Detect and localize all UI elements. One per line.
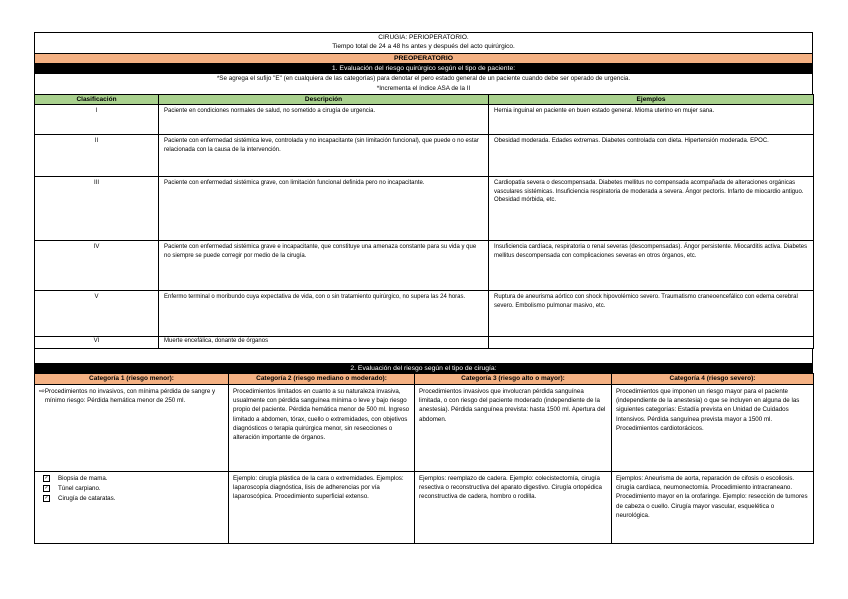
section-gap (34, 349, 813, 363)
category-header-row (35, 373, 814, 384)
asa-classification-table (34, 94, 814, 349)
row-examples: Cardiopatía severa o descompensada. Diabetes mellitus no compensada acompañada de alteraciones orgánicas vasculares sistémicas. Insuficiencia respiratoria de moderada a severa. Ángor pectoris. Infarto de miocardio antiguo. Obesidad mórbida, etc. (489, 176, 814, 240)
category-4-examples: Ejemplos: Aneurisma de aorta, reparación de cifosis o escoliosis. cirugía cardíaca, neumonectomía. Procedimiento intracraneano. Procedimiento mayor en la orofaringe. Ejemplo: resección de tumores de cabeza o cuello. Cirugía mayor vascular, esquelética o neurológica. (612, 471, 814, 543)
section2-heading: 2. Evaluación del riesgo según el tipo de cirugía: (34, 363, 813, 373)
row-class: VI (35, 336, 159, 348)
document-subtitle: Tiempo total de 24 a 48 hs antes y después del acto quirúrgico. (34, 43, 813, 53)
category-2-header: Categoría 2 (riesgo mediano o moderado): (229, 373, 415, 384)
row-description: Enfermo terminal o moribundo cuya expectativa de vida, con o sin tratamiento quirúrgico, no supera las 24 horas. (159, 290, 489, 336)
category-3-description: Procedimientos invasivos que involucran pérdida sanguínea limitada, o con riesgo del paciente moderado (independiente de la anestesia). Pérdida sanguínea prevista: hasta 1500 ml. Apertura del abdomen. (415, 384, 612, 471)
row-class: IV (35, 240, 159, 290)
section1-heading: 1. Evaluación del riesgo quirúrgico según el tipo de paciente: (34, 63, 813, 73)
category-4-description: Procedimientos que imponen un riesgo mayor para el paciente (independiente de la anestesia) o que se incluyen en alguna de las siguientes categorías: Estadía prevista en Unidad de Cuidados Intensivos. Pérdida sanguínea prevista mayor a 1500 ml. Procedimientos cardiotorácicos. (612, 384, 814, 471)
section1-note-asa: *Incrementa el índice ASA de la II (34, 84, 813, 94)
row-examples: Obesidad moderada. Edades extremas. Diabetes controlada con dieta. Hipertensión moderada. EPOC. (489, 134, 814, 176)
table-row (35, 290, 814, 336)
column-header-ejemplos: Ejemplos (489, 94, 814, 104)
table-row (35, 104, 814, 134)
category-examples-row (35, 471, 814, 543)
row-examples: Insuficiencia cardíaca, respiratoria o renal severas (descompensadas). Ángor persistente. Miocarditis activa. Diabetes mellitus descompensada con complicaciones severas en otros órganos, etc. (489, 240, 814, 290)
row-examples (489, 336, 814, 348)
category-2-description: Procedimientos limitados en cuanto a su naturaleza invasiva, usualmente con pérdida sanguínea mínima o leve y bajo riesgo propio del paciente. Pérdida hemática menor de 500 ml. Ingreso limitado a abdomen, tórax, cuello o extremidades, con objetivos diagnósticos o terapia quirúrgica menor, sin resecciones o alteración importante de órganos. (229, 384, 415, 471)
checkbox-icon: ✓ (44, 474, 49, 481)
row-class: III (35, 176, 159, 240)
row-description: Paciente en condiciones normales de salud, no sometido a cirugía de urgencia. (159, 104, 489, 134)
section-label-preoperatorio: PREOPERATORIO (34, 53, 813, 63)
example-text: Cirugía de cataratas. (58, 495, 116, 503)
list-item (43, 494, 224, 503)
list-item (43, 484, 224, 493)
row-class: I (35, 104, 159, 134)
table-row (35, 176, 814, 240)
category-3-header: Categoría 3 (riesgo alto o mayor): (415, 373, 612, 384)
table-header-row (35, 94, 814, 104)
table-row (35, 336, 814, 348)
checkbox-icon: ✓ (44, 485, 49, 492)
category-4-header: Categoría 4 (riesgo severo): (612, 373, 814, 384)
row-description: Muerte encefálica, donante de órganos (159, 336, 489, 348)
column-header-descripcion: Descripción (159, 94, 489, 104)
checkbox-icon: ✓ (44, 495, 49, 502)
list-item (43, 474, 224, 483)
row-examples: Ruptura de aneurisma aórtico con shock hipovolémico severo. Traumatismo craneoencefálico con edema cerebral severo. Embolismo pulmonar masivo, etc. (489, 290, 814, 336)
row-description: Paciente con enfermedad sistémica grave, con limitación funcional definida pero no incapacitante. (159, 176, 489, 240)
category-3-examples: Ejemplos: reemplazo de cadera. Ejemplo: colecistectomía, cirugía resectiva o reconstructiva del aparato digestivo. Cirugía ortopédica reconstructiva de cadera, hombro o rodilla. (415, 471, 612, 543)
row-description: Paciente con enfermedad sistémica grave e incapacitante, que constituye una amenaza constante para su vida y que no siempre se puede corregir por medio de la cirugía. (159, 240, 489, 290)
category-1-description-text: Procedimientos no invasivos, con mínima pérdida de sangre y mínimo riesgo: Pérdida hemática menor de 250 ml. (44, 387, 216, 405)
document-page (34, 32, 813, 544)
column-header-clasificacion: Clasificación (35, 94, 159, 104)
table-row (35, 134, 814, 176)
category-1-examples (35, 471, 229, 543)
table-row (35, 240, 814, 290)
example-text: Túnel carpiano. (58, 485, 101, 493)
surgery-risk-table (34, 373, 814, 544)
category-1-description (35, 384, 229, 471)
row-class: II (35, 134, 159, 176)
row-class: V (35, 290, 159, 336)
section1-note-suffix: *Se agrega el sufijo "E" (en cualquiera de las categorías) para denotar el pero estado general de un paciente cuando debe ser operado de urgencia. (34, 73, 813, 84)
row-description: Paciente con enfermedad sistémica leve, controlada y no incapacitante (sin limitación funcional), que puede o no estar relacionada con la causa de la intervención. (159, 134, 489, 176)
category-description-row (35, 384, 814, 471)
category-2-examples: Ejemplo: cirugía plástica de la cara o extremidades. Ejemplos: laparoscopía diagnóstica, lisis de adherencias por vía laparoscópica. Procedimiento superficial extenso. (229, 471, 415, 543)
example-text: Biopsia de mama. (58, 474, 108, 482)
document-title: CIRUGIA: PERIOPERATORIO. (34, 32, 813, 43)
category-1-header: Categoría 1 (riesgo menor): (35, 373, 229, 384)
arrow-bullet-icon: ⇨ (39, 387, 45, 395)
row-examples: Hernia inguinal en paciente en buen estado general. Mioma uterino en mujer sana. (489, 104, 814, 134)
